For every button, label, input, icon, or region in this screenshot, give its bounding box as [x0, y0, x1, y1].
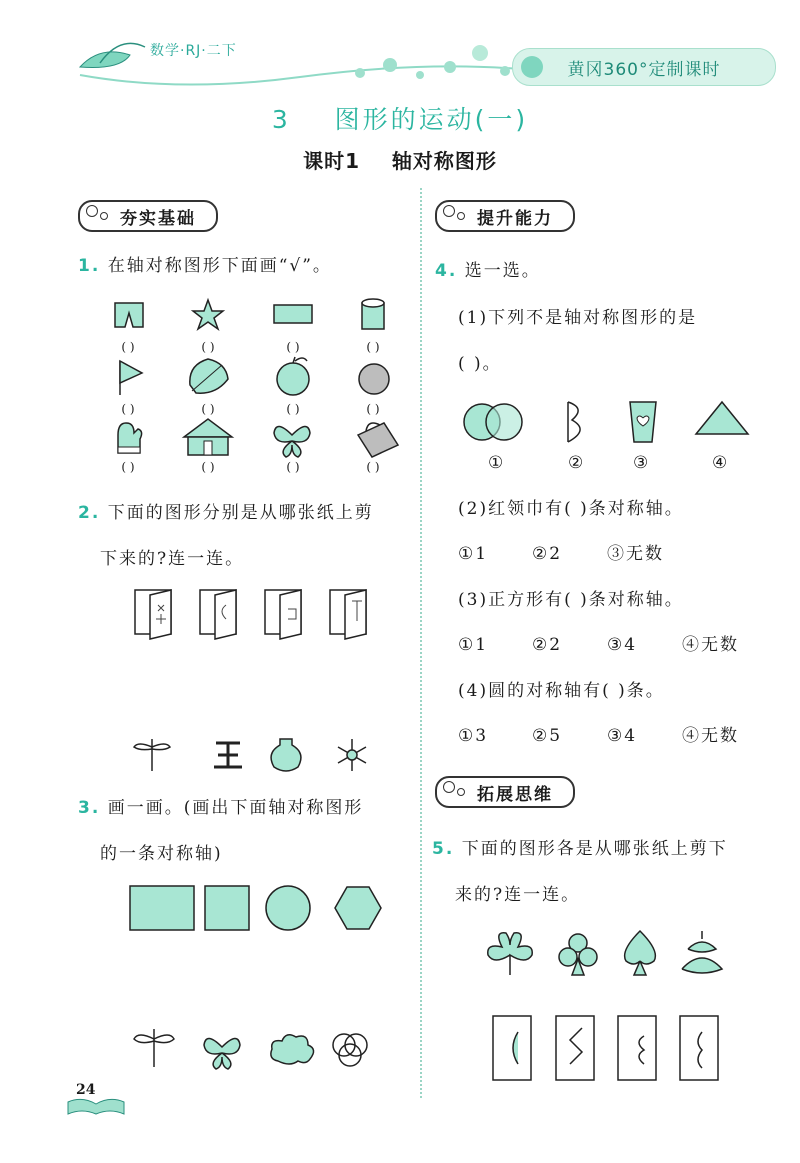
q1-answer-blank[interactable]: ( )	[366, 402, 380, 416]
q4-label: ①	[488, 453, 506, 473]
circle-icon	[443, 781, 455, 793]
q5-cut-shapes	[480, 925, 740, 985]
cylinder-icon	[362, 299, 384, 329]
book-info: 数学·RJ·二下	[150, 43, 237, 59]
q5-text	[432, 838, 728, 860]
q1-number: 1.	[78, 256, 101, 276]
spade-icon	[625, 931, 656, 975]
dragonfly-icon	[134, 1029, 174, 1067]
q1-answer-blank[interactable]: ( )	[201, 340, 215, 354]
q4-part4: (4)圆的对称轴有( )条。	[458, 681, 665, 701]
book-icon	[66, 1096, 126, 1116]
q4-number: 4.	[435, 261, 458, 281]
column-divider	[420, 188, 422, 1098]
q1-answer-blank[interactable]: ( )	[286, 340, 300, 354]
q4-part2-option[interactable]: ③无数	[607, 544, 664, 564]
q3-text-line2: 的一条对称轴)	[100, 844, 223, 864]
q3-extra-figures[interactable]	[130, 1025, 390, 1075]
q1-answer-blank[interactable]: ( )	[286, 460, 300, 474]
club-icon	[559, 934, 597, 975]
q1-answer-blank[interactable]: ( )	[121, 460, 135, 474]
q4-part3-option[interactable]: ④无数	[682, 635, 739, 655]
q2-text-line2: 下来的?连一连。	[100, 549, 245, 569]
q1-answer-blank[interactable]: ( )	[121, 340, 135, 354]
lesson-title-text: 轴对称图形	[391, 149, 497, 173]
q4-intro: 选一选。	[464, 261, 541, 281]
leaf-icon	[190, 359, 228, 393]
q4-label: ④	[712, 453, 730, 473]
q2-text	[78, 502, 374, 524]
q4-part2-option[interactable]: ②2	[532, 544, 563, 564]
q4-part4-option[interactable]: ①3	[458, 726, 489, 746]
q5-number: 5.	[432, 839, 455, 859]
lesson-title	[0, 145, 800, 174]
q4-part3: (3)正方形有( )条对称轴。	[458, 590, 684, 610]
q4-label: ②	[568, 453, 586, 473]
q5-line1: 下面的图形各是从哪张纸上剪下	[461, 839, 728, 859]
section-expand-label: 拓展思维	[477, 784, 553, 805]
interlocking-circles-icon	[464, 404, 522, 440]
chapter-title	[0, 100, 800, 136]
vase-icon	[271, 739, 301, 771]
triangle-icon	[696, 402, 748, 434]
q4-part1: (1)下列不是轴对称图形的是	[458, 308, 698, 328]
circle-shape	[266, 886, 310, 930]
q4-text	[435, 260, 541, 282]
q2-folded-papers	[130, 585, 390, 645]
chapter-number: 3	[271, 105, 291, 134]
lesson-label: 课时1	[303, 149, 361, 173]
rings-icon	[333, 1034, 367, 1066]
q1-answer-blank[interactable]: ( )	[201, 402, 215, 416]
section-improve-header	[435, 200, 575, 232]
circle-icon	[100, 212, 108, 220]
q1-answer-blank[interactable]: ( )	[201, 460, 215, 474]
q4-part3-option[interactable]: ①1	[458, 635, 489, 655]
shorts-icon	[115, 303, 143, 327]
q5-folded-papers	[488, 1012, 728, 1082]
q4-part4-option[interactable]: ③4	[607, 726, 638, 746]
rectangle-shape	[130, 886, 194, 930]
circle-icon	[443, 205, 455, 217]
q4-part1-figures	[460, 398, 760, 448]
q4-part2-option[interactable]: ①1	[458, 544, 489, 564]
circle-icon	[359, 364, 389, 394]
q2-number: 2.	[78, 503, 101, 523]
cloud-icon	[271, 1035, 314, 1064]
q4-part1-blank[interactable]: ( )。	[458, 354, 502, 374]
section-basic-label: 夯实基础	[120, 208, 196, 229]
q4-label: ③	[633, 453, 651, 473]
clover-icon	[488, 933, 532, 975]
butterfly-icon	[274, 426, 310, 457]
q4-part3-option[interactable]: ②2	[532, 635, 563, 655]
q1-answer-blank[interactable]: ( )	[366, 340, 380, 354]
apple-icon	[277, 357, 309, 395]
wang-character-icon	[214, 743, 242, 767]
rectangle-icon	[274, 305, 312, 323]
q5-text-line2: 来的?连一连。	[455, 885, 581, 905]
butterfly-icon	[204, 1038, 240, 1069]
q3-text	[78, 797, 363, 819]
q2-cut-shapes	[130, 735, 390, 775]
header-decoration	[60, 25, 520, 95]
q4-part4-option[interactable]: ②5	[532, 726, 563, 746]
q1-answer-blank[interactable]: ( )	[286, 402, 300, 416]
dragonfly-icon	[134, 739, 170, 771]
star-icon	[193, 300, 223, 329]
hexagon-shape	[335, 887, 381, 929]
house-icon	[184, 419, 232, 455]
q2-line1: 下面的图形分别是从哪张纸上剪	[107, 503, 374, 523]
q1-prompt: 在轴对称图形下面画“√”。	[107, 256, 332, 276]
cup-icon	[630, 402, 656, 442]
q4-part3-option[interactable]: ③4	[607, 635, 638, 655]
bag-icon	[358, 423, 398, 457]
q1-figures	[100, 295, 400, 465]
page-number: 24	[76, 1082, 96, 1098]
section-improve-label: 提升能力	[477, 208, 553, 229]
q3-number: 3.	[78, 798, 101, 818]
q1-answer-blank[interactable]: ( )	[366, 460, 380, 474]
section-expand-header	[435, 776, 575, 808]
brand-banner	[512, 48, 776, 86]
section-basic-header	[78, 200, 218, 232]
square-shape	[205, 886, 249, 930]
brand-dot-icon	[521, 56, 543, 78]
mitten-icon	[118, 423, 142, 453]
q4-part4-option[interactable]: ④无数	[682, 726, 739, 746]
pagoda-icon	[682, 931, 722, 973]
snowflake-icon	[338, 739, 366, 771]
circle-icon	[86, 205, 98, 217]
letter-b-icon	[568, 402, 580, 442]
q1-text	[78, 255, 332, 277]
brand-text: 黄冈360°定制课时	[567, 59, 721, 80]
circle-icon	[457, 212, 465, 220]
q4-part2: (2)红领巾有( )条对称轴。	[458, 499, 684, 519]
circle-icon	[457, 788, 465, 796]
q1-answer-blank[interactable]: ( )	[121, 402, 135, 416]
q3-line1: 画一画。(画出下面轴对称图形	[107, 798, 364, 818]
chapter-title-text: 图形的运动(一)	[334, 105, 529, 134]
flag-icon	[120, 361, 142, 395]
q3-shapes[interactable]	[125, 880, 385, 940]
